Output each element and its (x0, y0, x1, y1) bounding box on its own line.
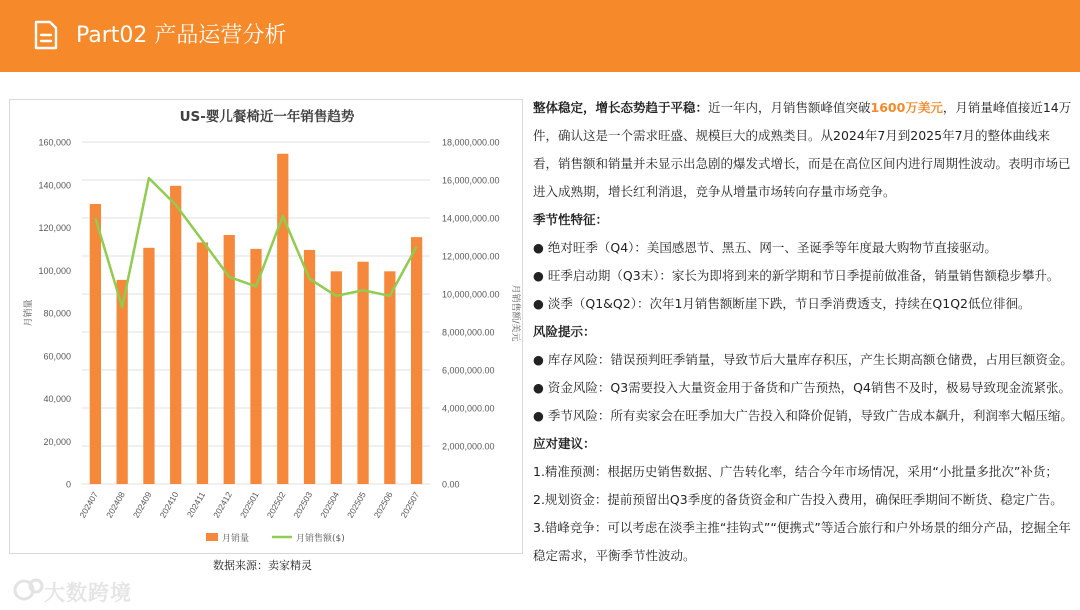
advice-item: 3.错峰竞争：可以考虑在淡季主推“挂钩式”“便携式”等适合旅行和户外场景的细分产品，挖掘全年稳定需求，平衡季节性波动。 (533, 520, 1071, 563)
x-tick-label: 202503 (291, 490, 315, 520)
header-bar (0, 0, 1080, 72)
chart-title: US-婴儿餐椅近一年销售趋势 (179, 109, 355, 125)
bar (143, 248, 154, 484)
risk-item: ● 季节风险：所有卖家会在旺季加大广告投入和降价促销，导致广告成本飙升，利润率大幅压缩。 (533, 408, 1073, 423)
y-tick-label: 60,000 (43, 351, 71, 362)
chart-panel (9, 99, 523, 554)
x-tick-label: 202412 (211, 490, 234, 520)
y2-tick-label: 10,000,000.00 (442, 289, 500, 300)
x-tick-label: 202408 (104, 490, 127, 520)
summary-part1: 近一年内，月销售额峰值突破 (708, 100, 871, 115)
bar (411, 237, 422, 484)
advice-item: 1.精准预测：根据历史销售数据、广告转化率，结合今年市场情况，采用“小批量多批次”补货； (533, 464, 1058, 479)
risk-title: 风险提示： (533, 324, 596, 339)
risk-item: ● 库存风险：错误预判旺季销量，导致节后大量库存积压，产生长期高额仓储费，占用巨额资金。 (533, 352, 1073, 367)
y2-axis-title: 月销售额/美元 (510, 284, 520, 342)
bar (384, 271, 395, 484)
seasonal-title: 季节性特征： (533, 212, 609, 227)
y-tick-label: 120,000 (38, 223, 71, 233)
x-tick-label: 202407 (77, 490, 101, 520)
bar (331, 271, 342, 484)
y-tick-label: 80,000 (43, 308, 71, 319)
bar (277, 154, 288, 484)
page-title: Part02 产品运营分析 (76, 23, 287, 48)
y2-tick-label: 6,000,000.00 (442, 365, 495, 376)
y-tick-label: 20,000 (43, 436, 71, 447)
x-tick-label: 202501 (237, 490, 261, 520)
summary-highlight: 1600万美元 (870, 100, 943, 115)
legend-label: 月销量 (222, 534, 250, 544)
y2-tick-label: 16,000,000.00 (442, 175, 500, 186)
y-axis-title: 月销量 (24, 299, 34, 327)
x-tick-label: 202505 (344, 490, 368, 520)
sales-trend-chart (10, 100, 524, 555)
bar (117, 280, 128, 484)
x-tick-label: 202411 (184, 490, 208, 520)
data-source: 数据来源：卖家精灵 (213, 559, 312, 572)
y2-tick-label: 14,000,000.00 (442, 213, 500, 224)
y-tick-label: 0 (65, 479, 71, 490)
x-tick-label: 202504 (318, 490, 342, 520)
y2-tick-label: 8,000,000.00 (442, 327, 495, 338)
bar (90, 204, 101, 484)
y-tick-label: 100,000 (38, 265, 71, 276)
summary-part2: ，月销量峰值接近14万件，确认这是一个需求旺盛、规模巨大的成熟类目。从2024年7月到2025年7月的整体曲线来看，销售额和销量并未显示出急剧的爆发式增长，而是在高位区间内进行周期性波动。表明市场已进入成熟期，增长红利消退，竞争从增量市场转向存量市场竞争。 (533, 100, 1072, 199)
x-tick-label: 202502 (264, 490, 288, 520)
summary-paragraph (533, 94, 1075, 206)
x-tick-label: 202409 (130, 490, 154, 520)
bar (357, 262, 368, 484)
summary-lead: 整体稳定，增长态势趋于平稳： (533, 100, 709, 115)
y2-tick-label: 12,000,000.00 (442, 251, 500, 262)
y2-tick-label: 2,000,000.00 (442, 441, 495, 452)
bar (197, 242, 208, 484)
y2-tick-label: 18,000,000.00 (442, 137, 500, 148)
seasonal-item: ● 旺季启动期（Q3末）：家长为即将到来的新学期和节日季提前做准备，销量销售额稳步攀升。 (533, 268, 1060, 283)
legend-label: 月销售额($) (296, 534, 345, 544)
y-tick-label: 40,000 (43, 394, 71, 404)
document-icon (33, 20, 59, 50)
x-tick-label: 202410 (157, 490, 181, 520)
advice-item: 2.规划资金：提前预留出Q3季度的备货资金和广告投入费用，确保旺季期间不断货、稳定广告。 (533, 492, 1063, 507)
y2-tick-label: 4,000,000.00 (442, 403, 495, 414)
x-tick-label: 202507 (398, 490, 422, 520)
analysis-text (533, 94, 1075, 570)
advice-title: 应对建议： (533, 436, 596, 451)
bar (304, 250, 315, 484)
y2-tick-label: 0.00 (442, 479, 460, 490)
y-tick-label: 140,000 (38, 180, 71, 191)
brand-logo-text: 大数跨境 (44, 581, 132, 605)
legend-swatch-bar (206, 533, 218, 541)
bar (170, 186, 181, 484)
x-tick-label: 202506 (371, 490, 395, 520)
seasonal-item: ● 绝对旺季（Q4）：美国感恩节、黑五、网一、圣诞季等年度最大购物节直接驱动。 (533, 240, 997, 255)
seasonal-item: ● 淡季（Q1&Q2）：次年1月销售额断崖下跌，节日季消费透支，持续在Q1Q2低位徘徊。 (533, 296, 1031, 311)
risk-item: ● 资金风险：Q3需要投入大量资金用于备货和广告预热，Q4销售不及时，极易导致现金流紧张。 (533, 380, 1071, 395)
y-tick-label: 160,000 (38, 137, 71, 148)
